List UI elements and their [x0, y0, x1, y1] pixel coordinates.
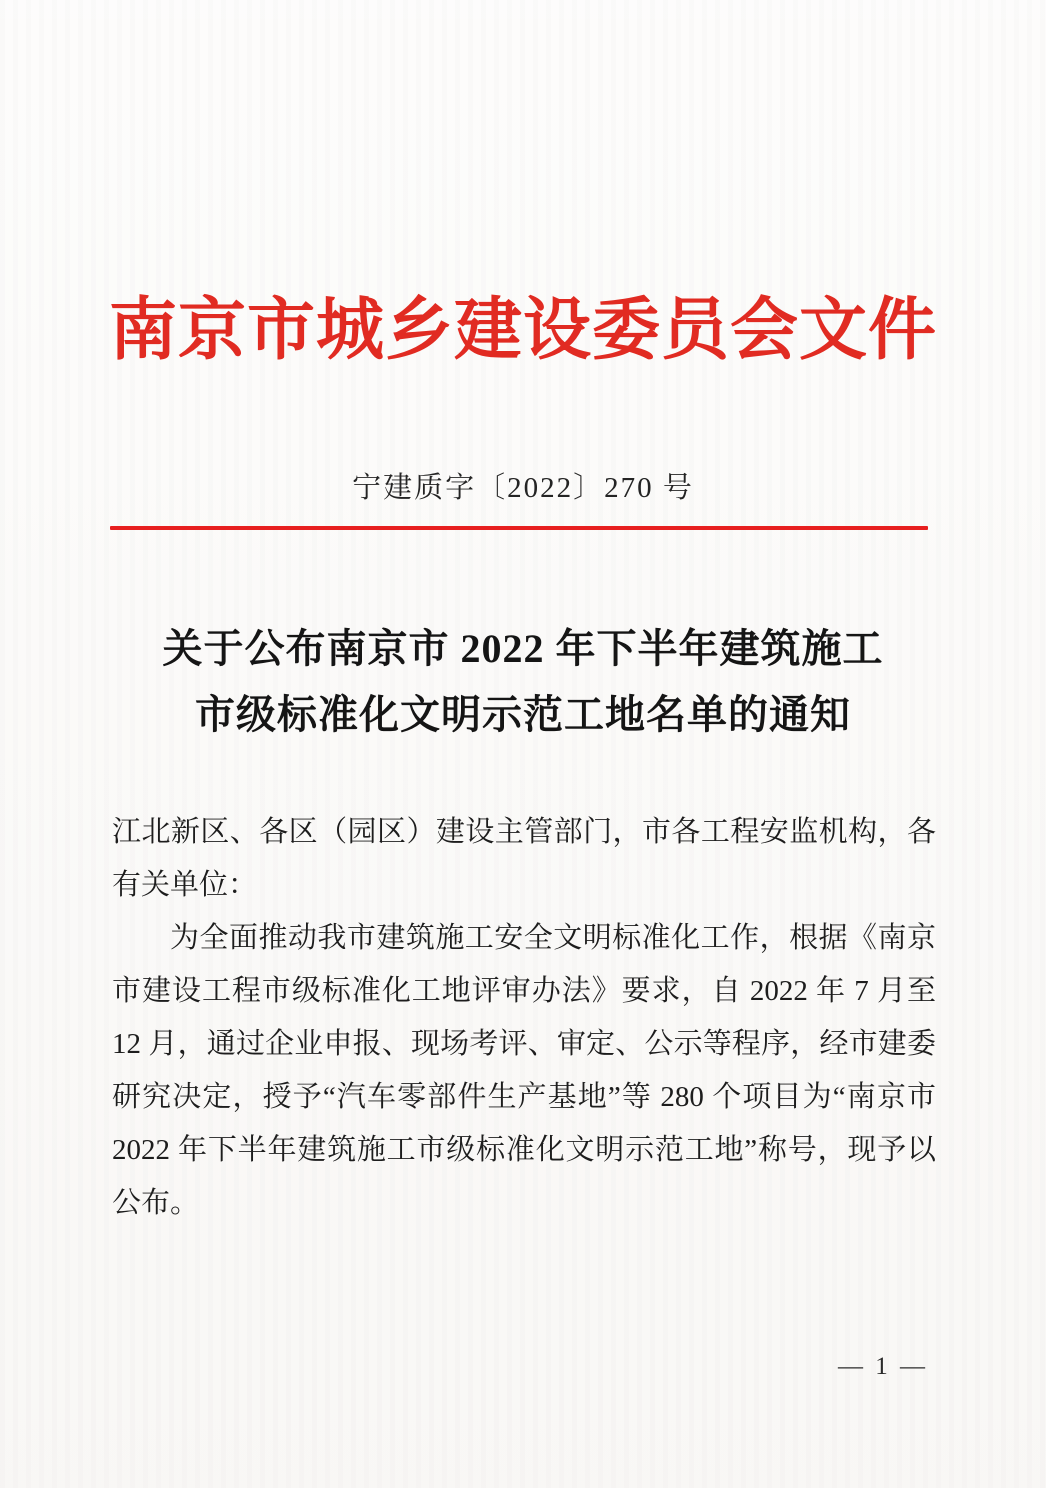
red-divider-line — [110, 526, 928, 530]
agency-header-title: 南京市城乡建设委员会文件 — [108, 292, 937, 368]
document-body — [112, 806, 936, 1230]
body-paragraph: 为全面推动我市建筑施工安全文明标准化工作，根据《南京市建设工程市级标准化工地评审办法》要求，自 2022 年 7 月至 12 月，通过企业申报、现场考评、审定、公示等程序，经市建委研究决定，授予“汽车零部件生产基地”等 280 个项目为“南京市 2022 年下半年建筑施工市级标准化文明示范工地”称号，现予以公布。 — [112, 922, 936, 1219]
recipients-line: 江北新区、各区（园区）建设主管部门，市各工程安监机构，各有关单位： — [112, 816, 936, 901]
document-title — [0, 616, 1046, 748]
document-title-line-1: 关于公布南京市 2022 年下半年建筑施工 — [162, 626, 884, 671]
document-title-line-2: 市级标准化文明示范工地名单的通知 — [195, 692, 851, 737]
page-number: — 1 — — [838, 1353, 928, 1380]
doc-number: 宁建质字〔2022〕270 号 — [352, 472, 694, 504]
